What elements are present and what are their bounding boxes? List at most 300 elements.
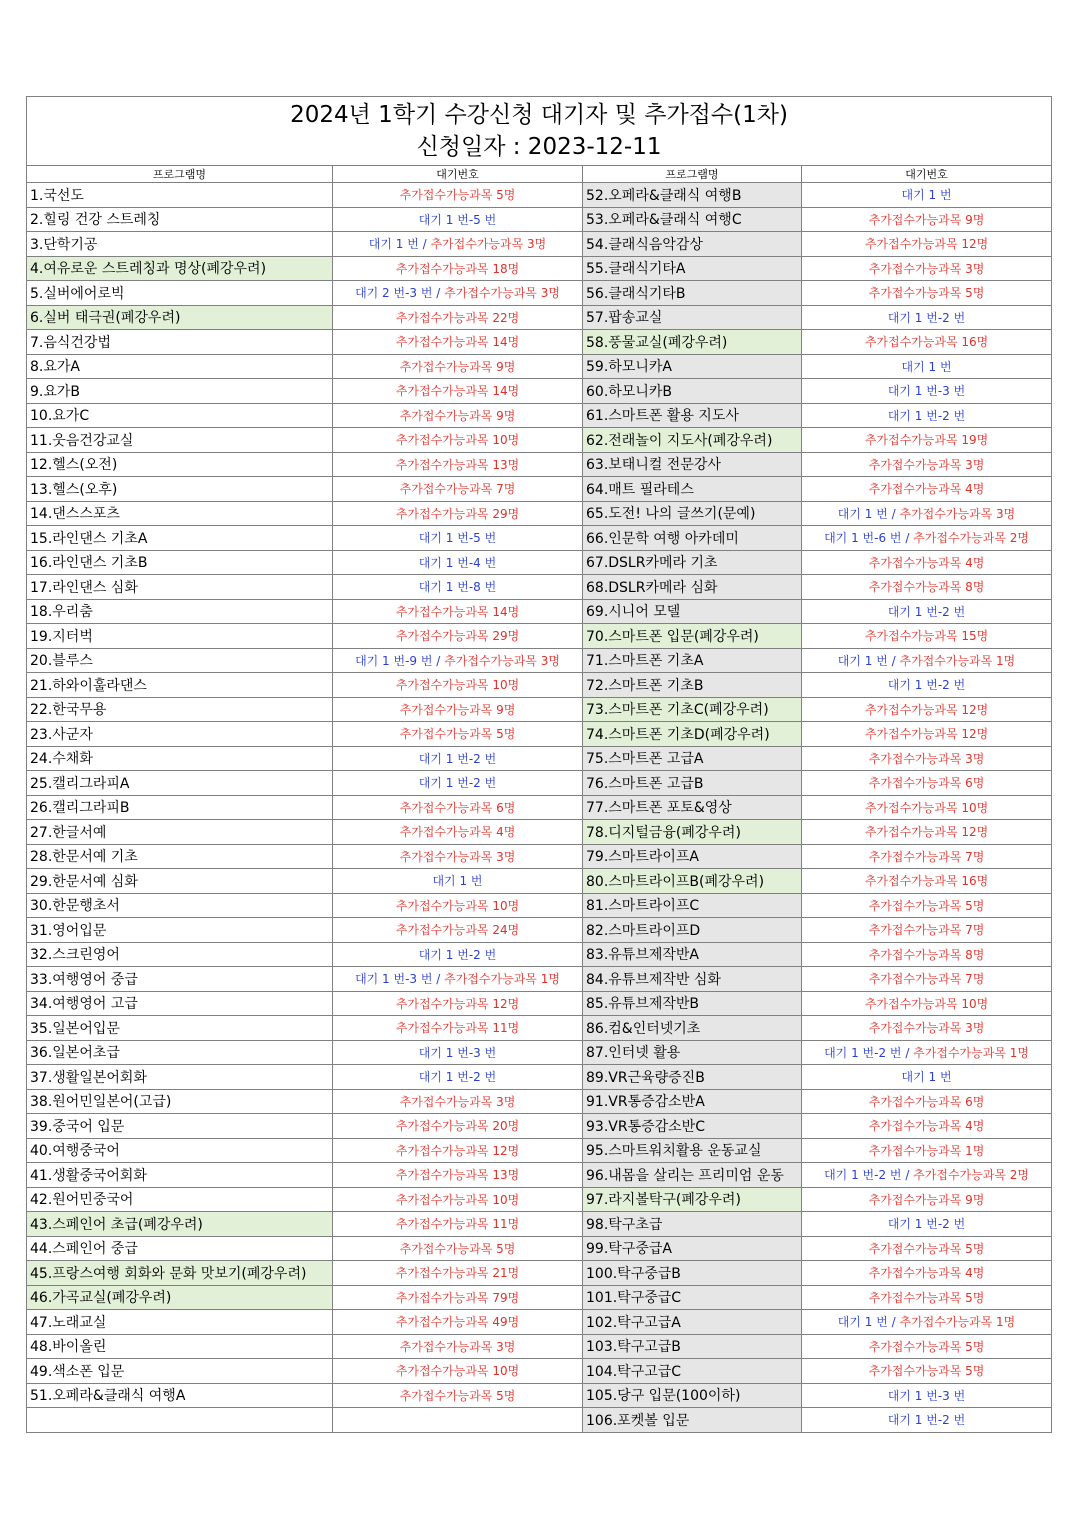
table-row bbox=[27, 599, 1052, 624]
extra-capacity-text: 추가접수가능과목 7명 bbox=[868, 849, 985, 864]
status-left bbox=[333, 232, 583, 257]
extra-capacity-text: 추가접수가능과목 3명 bbox=[868, 457, 985, 472]
table-row bbox=[27, 820, 1052, 845]
status-left bbox=[333, 330, 583, 355]
status-left bbox=[333, 256, 583, 281]
program-name-right: 78.디지털금융(폐강우려) bbox=[583, 820, 802, 845]
program-name-right: 104.탁구고급C bbox=[583, 1359, 802, 1384]
extra-capacity-text: 추가접수가능과목 5명 bbox=[868, 1241, 985, 1256]
program-name-left: 19.지터벅 bbox=[27, 624, 333, 649]
waitlist-text: 대기 1 번 bbox=[901, 359, 952, 374]
table-row bbox=[27, 624, 1052, 649]
status-right bbox=[802, 722, 1052, 747]
program-name-right: 96.내몸을 살리는 프리미엄 운동 bbox=[583, 1163, 802, 1188]
program-name-left: 24.수채화 bbox=[27, 746, 333, 771]
status-right bbox=[802, 967, 1052, 992]
waitlist-text: 대기 1 번 bbox=[901, 188, 952, 203]
extra-capacity-text: 추가접수가능과목 29명 bbox=[395, 629, 520, 644]
table-row bbox=[27, 526, 1052, 551]
table-row bbox=[27, 452, 1052, 477]
table-row bbox=[27, 428, 1052, 453]
program-name-left: 32.스크린영어 bbox=[27, 942, 333, 967]
extra-capacity-text: 추가접수가능과목 10명 bbox=[395, 1364, 520, 1379]
waitlist-text: 대기 1 번-4 번 bbox=[418, 555, 497, 570]
extra-capacity-text: 추가접수가능과목 1명 bbox=[899, 653, 1016, 668]
program-name-right: 93.VR통증감소반C bbox=[583, 1114, 802, 1139]
status-right bbox=[802, 354, 1052, 379]
program-name-right: 68.DSLR카메라 심화 bbox=[583, 575, 802, 600]
status-right bbox=[802, 673, 1052, 698]
status-right bbox=[802, 1261, 1052, 1286]
extra-capacity-text: 추가접수가능과목 4명 bbox=[868, 1119, 985, 1134]
program-name-right: 105.당구 입문(100이하) bbox=[583, 1383, 802, 1408]
program-name-right: 61.스마트폰 활용 지도사 bbox=[583, 403, 802, 428]
waitlist-text: / bbox=[901, 1045, 914, 1060]
program-name-right: 65.도전! 나의 글쓰기(문예) bbox=[583, 501, 802, 526]
waitlist-text: 대기 1 번-5 번 bbox=[418, 531, 497, 546]
waitlist-text: 대기 1 번 bbox=[368, 237, 419, 252]
extra-capacity-text: 추가접수가능과목 10명 bbox=[395, 1192, 520, 1207]
status-left bbox=[333, 1016, 583, 1041]
status-left bbox=[333, 820, 583, 845]
title-row bbox=[27, 97, 1052, 166]
waitlist-text: 대기 2 번-3 번 bbox=[355, 286, 433, 301]
extra-capacity-text: 추가접수가능과목 2명 bbox=[913, 531, 1029, 546]
extra-capacity-text: 추가접수가능과목 3명 bbox=[444, 653, 560, 668]
status-right bbox=[802, 1163, 1052, 1188]
status-left bbox=[333, 599, 583, 624]
waitlist-text: 대기 1 번-2 번 bbox=[887, 1217, 966, 1232]
program-name-left: 1.국선도 bbox=[27, 183, 333, 208]
program-name-right: 84.유튜브제작반 심화 bbox=[583, 967, 802, 992]
program-name-left: 3.단학기공 bbox=[27, 232, 333, 257]
table-row bbox=[27, 893, 1052, 918]
status-right bbox=[802, 550, 1052, 575]
program-name-right: 54.클래식음악감상 bbox=[583, 232, 802, 257]
extra-capacity-text: 추가접수가능과목 10명 bbox=[395, 433, 520, 448]
program-name-left: 5.실버에어로빅 bbox=[27, 281, 333, 306]
status-right bbox=[802, 575, 1052, 600]
status-right bbox=[802, 648, 1052, 673]
extra-capacity-text: 추가접수가능과목 1명 bbox=[899, 1315, 1016, 1330]
extra-capacity-text: 추가접수가능과목 4명 bbox=[399, 825, 516, 840]
waitlist-text: 대기 1 번 bbox=[901, 1070, 952, 1085]
program-name-left: 7.음식건강법 bbox=[27, 330, 333, 355]
program-name-left: 41.생활중국어회화 bbox=[27, 1163, 333, 1188]
program-name-left bbox=[27, 1408, 333, 1433]
program-name-right: 87.인터넷 활용 bbox=[583, 1040, 802, 1065]
status-right bbox=[802, 991, 1052, 1016]
table-row bbox=[27, 722, 1052, 747]
program-name-left: 49.색소폰 입문 bbox=[27, 1359, 333, 1384]
status-left bbox=[333, 305, 583, 330]
waitlist-text: 대기 1 번-2 번 bbox=[824, 1168, 902, 1183]
status-left bbox=[333, 648, 583, 673]
extra-capacity-text: 추가접수가능과목 16명 bbox=[864, 874, 989, 889]
program-name-left: 37.생활일본어회화 bbox=[27, 1065, 333, 1090]
table-row bbox=[27, 232, 1052, 257]
program-name-left: 28.한문서예 기초 bbox=[27, 844, 333, 869]
status-left bbox=[333, 746, 583, 771]
program-name-right: 76.스마트폰 고급B bbox=[583, 771, 802, 796]
table-row bbox=[27, 918, 1052, 943]
program-name-left: 4.여유로운 스트레칭과 명상(폐강우려) bbox=[27, 256, 333, 281]
extra-capacity-text: 추가접수가능과목 3명 bbox=[444, 286, 560, 301]
table-row bbox=[27, 673, 1052, 698]
program-name-left: 14.댄스스포츠 bbox=[27, 501, 333, 526]
table-row bbox=[27, 477, 1052, 502]
program-name-left: 42.원어민중국어 bbox=[27, 1187, 333, 1212]
table-row bbox=[27, 207, 1052, 232]
status-left bbox=[333, 1040, 583, 1065]
status-left bbox=[333, 452, 583, 477]
status-right bbox=[802, 452, 1052, 477]
extra-capacity-text: 추가접수가능과목 14명 bbox=[395, 604, 520, 619]
program-name-left: 22.한국무용 bbox=[27, 697, 333, 722]
table-row bbox=[27, 1310, 1052, 1335]
status-right bbox=[802, 820, 1052, 845]
extra-capacity-text: 추가접수가능과목 10명 bbox=[864, 800, 989, 815]
column-header-wait-left: 대기번호 bbox=[333, 166, 583, 183]
status-left bbox=[333, 967, 583, 992]
table-row bbox=[27, 991, 1052, 1016]
status-left bbox=[333, 477, 583, 502]
program-name-left: 18.우리춤 bbox=[27, 599, 333, 624]
status-left bbox=[333, 722, 583, 747]
status-left bbox=[333, 1114, 583, 1139]
status-left bbox=[333, 428, 583, 453]
extra-capacity-text: 추가접수가능과목 3명 bbox=[399, 849, 516, 864]
table-row bbox=[27, 379, 1052, 404]
program-name-right: 77.스마트폰 포토&영상 bbox=[583, 795, 802, 820]
status-right bbox=[802, 1383, 1052, 1408]
waitlist-text: 대기 1 번 bbox=[432, 874, 483, 889]
status-right bbox=[802, 795, 1052, 820]
table-row bbox=[27, 1187, 1052, 1212]
extra-capacity-text: 추가접수가능과목 1명 bbox=[913, 1045, 1029, 1060]
extra-capacity-text: 추가접수가능과목 10명 bbox=[864, 996, 989, 1011]
extra-capacity-text: 추가접수가능과목 16명 bbox=[864, 335, 989, 350]
extra-capacity-text: 추가접수가능과목 15명 bbox=[864, 629, 989, 644]
extra-capacity-text: 추가접수가능과목 9명 bbox=[399, 702, 516, 717]
program-name-right: 81.스마트라이프C bbox=[583, 893, 802, 918]
program-name-left: 21.하와이훌라댄스 bbox=[27, 673, 333, 698]
status-left bbox=[333, 379, 583, 404]
status-left bbox=[333, 1383, 583, 1408]
extra-capacity-text: 추가접수가능과목 4명 bbox=[868, 482, 985, 497]
program-name-right: 80.스마트라이프B(폐강우려) bbox=[583, 869, 802, 894]
status-right bbox=[802, 1212, 1052, 1237]
status-left bbox=[333, 403, 583, 428]
program-name-left: 39.중국어 입문 bbox=[27, 1114, 333, 1139]
program-name-left: 27.한글서예 bbox=[27, 820, 333, 845]
table-row bbox=[27, 1285, 1052, 1310]
program-name-right: 62.전래놀이 지도사(폐강우려) bbox=[583, 428, 802, 453]
table-row bbox=[27, 1065, 1052, 1090]
waitlist-text: 대기 1 번-8 번 bbox=[418, 580, 497, 595]
waitlist-text: / bbox=[432, 286, 445, 301]
program-name-right: 55.클래식기타A bbox=[583, 256, 802, 281]
program-name-left: 31.영어입문 bbox=[27, 918, 333, 943]
waitlist-text: 대기 1 번-3 번 bbox=[887, 1388, 966, 1403]
status-left bbox=[333, 942, 583, 967]
table-row bbox=[27, 501, 1052, 526]
extra-capacity-text: 추가접수가능과목 5명 bbox=[399, 727, 516, 742]
program-name-left: 46.가곡교실(폐강우려) bbox=[27, 1285, 333, 1310]
status-right bbox=[802, 771, 1052, 796]
status-left bbox=[333, 1261, 583, 1286]
status-right bbox=[802, 526, 1052, 551]
program-name-right: 103.탁구고급B bbox=[583, 1334, 802, 1359]
program-name-right: 73.스마트폰 기초C(폐강우려) bbox=[583, 697, 802, 722]
status-left bbox=[333, 1089, 583, 1114]
table-row bbox=[27, 1408, 1052, 1433]
extra-capacity-text: 추가접수가능과목 10명 bbox=[395, 678, 520, 693]
extra-capacity-text: 추가접수가능과목 9명 bbox=[868, 1192, 985, 1207]
waitlist-text: 대기 1 번-2 번 bbox=[887, 408, 966, 423]
table-row bbox=[27, 256, 1052, 281]
extra-capacity-text: 추가접수가능과목 1명 bbox=[444, 972, 560, 987]
status-left bbox=[333, 1212, 583, 1237]
extra-capacity-text: 추가접수가능과목 22명 bbox=[395, 310, 520, 325]
status-right bbox=[802, 1334, 1052, 1359]
extra-capacity-text: 추가접수가능과목 12명 bbox=[864, 727, 989, 742]
extra-capacity-text: 추가접수가능과목 5명 bbox=[868, 286, 985, 301]
extra-capacity-text: 추가접수가능과목 4명 bbox=[868, 555, 985, 570]
extra-capacity-text: 추가접수가능과목 5명 bbox=[399, 188, 516, 203]
waitlist-text: 대기 1 번-2 번 bbox=[887, 604, 966, 619]
table-row bbox=[27, 795, 1052, 820]
status-right bbox=[802, 599, 1052, 624]
program-name-left: 38.원어민일본어(고급) bbox=[27, 1089, 333, 1114]
table-row bbox=[27, 869, 1052, 894]
extra-capacity-text: 추가접수가능과목 21명 bbox=[395, 1266, 520, 1281]
table-row bbox=[27, 1138, 1052, 1163]
extra-capacity-text: 추가접수가능과목 3명 bbox=[899, 506, 1016, 521]
extra-capacity-text: 추가접수가능과목 79명 bbox=[395, 1290, 520, 1305]
program-name-right: 82.스마트라이프D bbox=[583, 918, 802, 943]
waitlist-text: 대기 1 번-5 번 bbox=[418, 212, 497, 227]
extra-capacity-text: 추가접수가능과목 3명 bbox=[868, 751, 985, 766]
extra-capacity-text: 추가접수가능과목 5명 bbox=[868, 898, 985, 913]
program-name-left: 25.캘리그라피A bbox=[27, 771, 333, 796]
program-name-right: 75.스마트폰 고급A bbox=[583, 746, 802, 771]
status-left bbox=[333, 673, 583, 698]
status-right bbox=[802, 183, 1052, 208]
status-left bbox=[333, 697, 583, 722]
waitlist-text: / bbox=[887, 653, 900, 668]
waitlist-text: 대기 1 번-6 번 bbox=[824, 531, 902, 546]
column-header-program-left: 프로그램명 bbox=[27, 166, 333, 183]
program-name-left: 47.노래교실 bbox=[27, 1310, 333, 1335]
table-row bbox=[27, 746, 1052, 771]
program-name-left: 34.여행영어 고급 bbox=[27, 991, 333, 1016]
program-name-right: 60.하모니카B bbox=[583, 379, 802, 404]
extra-capacity-text: 추가접수가능과목 1명 bbox=[868, 1143, 985, 1158]
waitlist-text: / bbox=[418, 237, 431, 252]
table-row bbox=[27, 648, 1052, 673]
status-left bbox=[333, 1408, 583, 1433]
status-left bbox=[333, 893, 583, 918]
program-name-right: 66.인문학 여행 아카데미 bbox=[583, 526, 802, 551]
status-right bbox=[802, 1065, 1052, 1090]
table-row bbox=[27, 1334, 1052, 1359]
program-name-right: 101.탁구중급C bbox=[583, 1285, 802, 1310]
table-row bbox=[27, 575, 1052, 600]
program-name-left: 17.라인댄스 심화 bbox=[27, 575, 333, 600]
status-right bbox=[802, 281, 1052, 306]
program-name-right: 57.팝송교실 bbox=[583, 305, 802, 330]
waitlist-text: 대기 1 번-2 번 bbox=[887, 310, 966, 325]
extra-capacity-text: 추가접수가능과목 49명 bbox=[395, 1315, 520, 1330]
status-right bbox=[802, 1285, 1052, 1310]
status-right bbox=[802, 1040, 1052, 1065]
table-row bbox=[27, 550, 1052, 575]
status-left bbox=[333, 281, 583, 306]
status-right bbox=[802, 624, 1052, 649]
extra-capacity-text: 추가접수가능과목 7명 bbox=[868, 923, 985, 938]
status-right bbox=[802, 1089, 1052, 1114]
waitlist-text: 대기 1 번 bbox=[837, 1315, 888, 1330]
extra-capacity-text: 추가접수가능과목 9명 bbox=[868, 212, 985, 227]
program-name-right: 91.VR통증감소반A bbox=[583, 1089, 802, 1114]
program-name-left: 20.블루스 bbox=[27, 648, 333, 673]
waitlist-text: 대기 1 번-3 번 bbox=[355, 972, 433, 987]
program-name-left: 35.일본어입문 bbox=[27, 1016, 333, 1041]
extra-capacity-text: 추가접수가능과목 14명 bbox=[395, 384, 520, 399]
table-row bbox=[27, 1261, 1052, 1286]
program-name-right: 56.클래식기타B bbox=[583, 281, 802, 306]
program-name-right: 72.스마트폰 기초B bbox=[583, 673, 802, 698]
status-left bbox=[333, 795, 583, 820]
status-right bbox=[802, 1016, 1052, 1041]
waitlist-text: / bbox=[901, 531, 914, 546]
program-name-left: 23.사군자 bbox=[27, 722, 333, 747]
status-right bbox=[802, 1408, 1052, 1433]
extra-capacity-text: 추가접수가능과목 14명 bbox=[395, 335, 520, 350]
extra-capacity-text: 추가접수가능과목 4명 bbox=[868, 1266, 985, 1281]
program-name-left: 33.여행영어 중급 bbox=[27, 967, 333, 992]
status-left bbox=[333, 207, 583, 232]
extra-capacity-text: 추가접수가능과목 5명 bbox=[868, 1290, 985, 1305]
status-left bbox=[333, 1334, 583, 1359]
program-name-left: 16.라인댄스 기초B bbox=[27, 550, 333, 575]
status-right bbox=[802, 330, 1052, 355]
program-name-left: 12.헬스(오전) bbox=[27, 452, 333, 477]
table-row bbox=[27, 697, 1052, 722]
table-row bbox=[27, 1114, 1052, 1139]
waitlist-text: 대기 1 번-2 번 bbox=[887, 678, 966, 693]
extra-capacity-text: 추가접수가능과목 13명 bbox=[395, 457, 520, 472]
page-title bbox=[27, 97, 1052, 166]
status-right bbox=[802, 428, 1052, 453]
status-right bbox=[802, 893, 1052, 918]
status-left bbox=[333, 183, 583, 208]
table-row bbox=[27, 1383, 1052, 1408]
program-name-right: 74.스마트폰 기초D(폐강우려) bbox=[583, 722, 802, 747]
program-name-right: 53.오페라&클래식 여행C bbox=[583, 207, 802, 232]
status-right bbox=[802, 918, 1052, 943]
extra-capacity-text: 추가접수가능과목 3명 bbox=[399, 1094, 516, 1109]
waitlist-text: 대기 1 번-2 번 bbox=[824, 1045, 902, 1060]
table-row bbox=[27, 771, 1052, 796]
status-right bbox=[802, 379, 1052, 404]
status-right bbox=[802, 1236, 1052, 1261]
status-right bbox=[802, 232, 1052, 257]
waitlist-text: 대기 1 번 bbox=[837, 506, 888, 521]
extra-capacity-text: 추가접수가능과목 19명 bbox=[864, 433, 989, 448]
extra-capacity-text: 추가접수가능과목 29명 bbox=[395, 506, 520, 521]
waitlist-text: 대기 1 번 bbox=[837, 653, 888, 668]
program-name-right: 70.스마트폰 입문(폐강우려) bbox=[583, 624, 802, 649]
extra-capacity-text: 추가접수가능과목 3명 bbox=[399, 1339, 516, 1354]
program-name-right: 99.탁구중급A bbox=[583, 1236, 802, 1261]
title-line-2: 신청일자 : 2023-12-11 bbox=[416, 134, 662, 160]
program-name-left: 43.스페인어 초급(폐강우려) bbox=[27, 1212, 333, 1237]
status-right bbox=[802, 256, 1052, 281]
program-name-left: 11.웃음건강교실 bbox=[27, 428, 333, 453]
table-row bbox=[27, 942, 1052, 967]
column-header-row bbox=[27, 166, 1052, 183]
program-name-left: 10.요가C bbox=[27, 403, 333, 428]
table-row bbox=[27, 1016, 1052, 1041]
status-right bbox=[802, 1114, 1052, 1139]
table-row bbox=[27, 305, 1052, 330]
status-right bbox=[802, 477, 1052, 502]
column-header-wait-right: 대기번호 bbox=[802, 166, 1052, 183]
program-name-left: 45.프랑스여행 회화와 문화 맛보기(폐강우려) bbox=[27, 1261, 333, 1286]
waitlist-text: 대기 1 번-3 번 bbox=[418, 1045, 497, 1060]
program-name-left: 44.스페인어 중급 bbox=[27, 1236, 333, 1261]
waitlist-text: 대기 1 번-2 번 bbox=[418, 1070, 497, 1085]
status-left bbox=[333, 1187, 583, 1212]
status-left bbox=[333, 1138, 583, 1163]
extra-capacity-text: 추가접수가능과목 3명 bbox=[868, 1021, 985, 1036]
extra-capacity-text: 추가접수가능과목 7명 bbox=[868, 972, 985, 987]
status-right bbox=[802, 207, 1052, 232]
table-row bbox=[27, 1163, 1052, 1188]
extra-capacity-text: 추가접수가능과목 11명 bbox=[395, 1217, 520, 1232]
status-left bbox=[333, 1359, 583, 1384]
status-left bbox=[333, 354, 583, 379]
extra-capacity-text: 추가접수가능과목 20명 bbox=[395, 1119, 520, 1134]
status-left bbox=[333, 550, 583, 575]
status-right bbox=[802, 501, 1052, 526]
table-row bbox=[27, 281, 1052, 306]
status-right bbox=[802, 1310, 1052, 1335]
status-left bbox=[333, 575, 583, 600]
table-row bbox=[27, 1212, 1052, 1237]
extra-capacity-text: 추가접수가능과목 13명 bbox=[395, 1168, 520, 1183]
program-name-left: 15.라인댄스 기초A bbox=[27, 526, 333, 551]
table-row bbox=[27, 183, 1052, 208]
program-name-right: 98.탁구초급 bbox=[583, 1212, 802, 1237]
status-right bbox=[802, 403, 1052, 428]
extra-capacity-text: 추가접수가능과목 12명 bbox=[395, 996, 520, 1011]
status-left bbox=[333, 991, 583, 1016]
program-name-left: 51.오페라&클래식 여행A bbox=[27, 1383, 333, 1408]
program-name-right: 52.오페라&클래식 여행B bbox=[583, 183, 802, 208]
extra-capacity-text: 추가접수가능과목 10명 bbox=[395, 898, 520, 913]
program-name-right: 86.컴&인터넷기초 bbox=[583, 1016, 802, 1041]
table-row bbox=[27, 967, 1052, 992]
program-name-right: 64.매트 필라테스 bbox=[583, 477, 802, 502]
table-row bbox=[27, 844, 1052, 869]
table-row bbox=[27, 1089, 1052, 1114]
extra-capacity-text: 추가접수가능과목 6명 bbox=[868, 776, 985, 791]
extra-capacity-text: 추가접수가능과목 3명 bbox=[868, 261, 985, 276]
status-right bbox=[802, 844, 1052, 869]
